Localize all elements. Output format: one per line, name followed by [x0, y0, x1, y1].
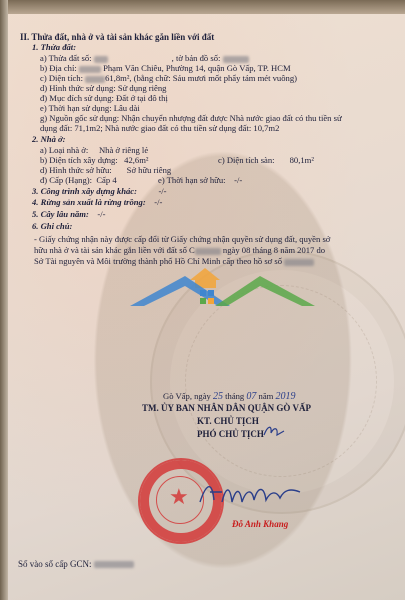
build-area-row [40, 155, 148, 165]
own-term-value: -/- [234, 175, 243, 185]
watermark-logo-green-roof [215, 276, 315, 306]
photo-edge-top [0, 0, 405, 14]
ownership-label: d) Hình thức sở hữu: [40, 165, 112, 175]
sign-month: 07 [246, 391, 257, 402]
initial-mark [262, 423, 286, 439]
place-date-row [163, 391, 296, 402]
forest-heading: 4. Rừng sản xuất là rừng trồng: [32, 197, 146, 207]
address-label: b) Địa chỉ: [40, 63, 77, 73]
area-value: 61,8m², (bằng chữ: Sáu mươi mốt phẩy tám mét vuông) [105, 73, 297, 83]
watermark-logo [130, 258, 315, 318]
month-label: tháng [225, 391, 245, 401]
section-title: II. Thửa đất, nhà ở và tài sản khác gắn liền với đất [20, 32, 215, 42]
forest-value: -/- [154, 197, 163, 207]
house-type-value: Nhà ở riêng lẻ [98, 145, 149, 155]
build-area-label: b) Diện tích xây dựng: [40, 155, 118, 165]
notes-cert-date: ngày 08 tháng 8 năm 2017 do [222, 245, 326, 255]
term-value: Lâu dài [113, 103, 140, 113]
signing-kt: KT. CHỦ TỊCH [197, 416, 259, 426]
term-label: e) Thời hạn sử dụng: [40, 103, 112, 113]
notes-cert-number-label: hữu nhà ở và tài sản khác gắn liền với đất số C [34, 245, 195, 255]
redacted-area [85, 76, 105, 83]
works-value: -/- [158, 186, 167, 196]
floor-area-value: 80,1m² [289, 155, 314, 165]
sign-year: 2019 [275, 391, 296, 402]
grade-row [40, 175, 117, 185]
redacted-house-number [79, 66, 101, 73]
watermark-logo-window [200, 298, 206, 304]
own-term-label: e) Thời hạn sở hữu: [158, 175, 226, 185]
house-type-label: a) Loại nhà ở: [40, 145, 89, 155]
place-date-label: Gò Vấp, ngày [163, 391, 211, 401]
signing-role: PHÓ CHỦ TỊCH [197, 429, 264, 439]
watermark-logo-window [208, 290, 214, 296]
notes-line2 [34, 245, 325, 255]
year-label: năm [258, 391, 274, 401]
parcel-row [40, 53, 249, 63]
own-term-row [158, 175, 242, 185]
stamp-star-icon: ★ [169, 484, 189, 509]
watermark-logo-window [200, 290, 206, 296]
notes-line1: - Giấy chứng nhận này được cấp đổi từ Giấy chứng nhận quyền sử dụng đất, quyền sở [34, 234, 331, 244]
redacted-gcn-number [94, 561, 134, 568]
use-form-row [40, 83, 166, 93]
origin-label: g) Nguồn gốc sử dụng: [40, 113, 120, 123]
grade-label: đ) Cấp (Hạng): [40, 175, 93, 185]
origin-line2: dụng đất: 71,1m2; Nhà nước giao đất có thu tiền sử dụng đất: 10,7m2 [40, 123, 280, 133]
forest-row [32, 197, 162, 207]
land-heading: 1. Thửa đất: [32, 42, 77, 52]
photo-edge-left [0, 0, 8, 600]
signature [196, 474, 306, 510]
redacted-parcel [94, 56, 108, 63]
ownership-value: Sở hữu riêng [126, 165, 172, 175]
trees-heading: 5. Cây lâu năm: [32, 209, 89, 219]
term-row [40, 103, 140, 113]
watermark-logo-window [208, 298, 214, 304]
address-value: Phạm Văn Chiêu, Phường 14, quận Gò Vấp, TP. HCM [103, 63, 291, 73]
area-row [40, 73, 297, 83]
floor-area-label: c) Diện tích sàn: [218, 155, 275, 165]
use-form-label: d) Hình thức sử dụng: [40, 83, 116, 93]
house-heading: 2. Nhà ở: [32, 134, 66, 144]
address-row [40, 63, 291, 73]
grade-value: Cấp 4 [96, 175, 117, 185]
works-heading: 3. Công trình xây dựng khác: [32, 186, 137, 196]
footer-label: Số vào sổ cấp GCN: [18, 559, 92, 569]
area-label: c) Diện tích: [40, 73, 83, 83]
redacted-cert-number [195, 248, 221, 255]
build-area-value: 42,6m² [124, 155, 149, 165]
origin-row [40, 113, 342, 123]
footer-row [18, 559, 134, 569]
parcel-label: a) Thửa đất số: [40, 53, 92, 63]
purpose-row [40, 93, 168, 103]
trees-value: -/- [97, 209, 106, 219]
sign-day: 25 [212, 391, 223, 402]
redacted-sheet [223, 56, 249, 63]
floor-area-row [218, 155, 314, 165]
trees-row [32, 209, 106, 219]
notes-heading: 6. Ghi chú: [32, 221, 73, 231]
ownership-row [40, 165, 171, 175]
signing-org: TM. ỦY BAN NHÂN DÂN QUẬN GÒ VẤP [142, 403, 311, 413]
parcel-sheet-label: , tờ bản đồ số: [171, 53, 221, 63]
origin-value: Nhận chuyển nhượng đất được Nhà nước giao đất có thu tiền sử [121, 113, 342, 123]
use-form-value: Sử dụng riêng [117, 83, 167, 93]
purpose-value: Đất ở tại đô thị [116, 93, 168, 103]
purpose-label: đ) Mục đích sử dụng: [40, 93, 114, 103]
notes-dossier-label: Sở Tài nguyên và Môi trường thành phố Hồ Chí Minh cấp theo hồ sơ số [34, 256, 282, 266]
house-type-row [40, 145, 148, 155]
signer-name: Đỗ Anh Khang [232, 519, 289, 529]
works-row [32, 186, 167, 196]
